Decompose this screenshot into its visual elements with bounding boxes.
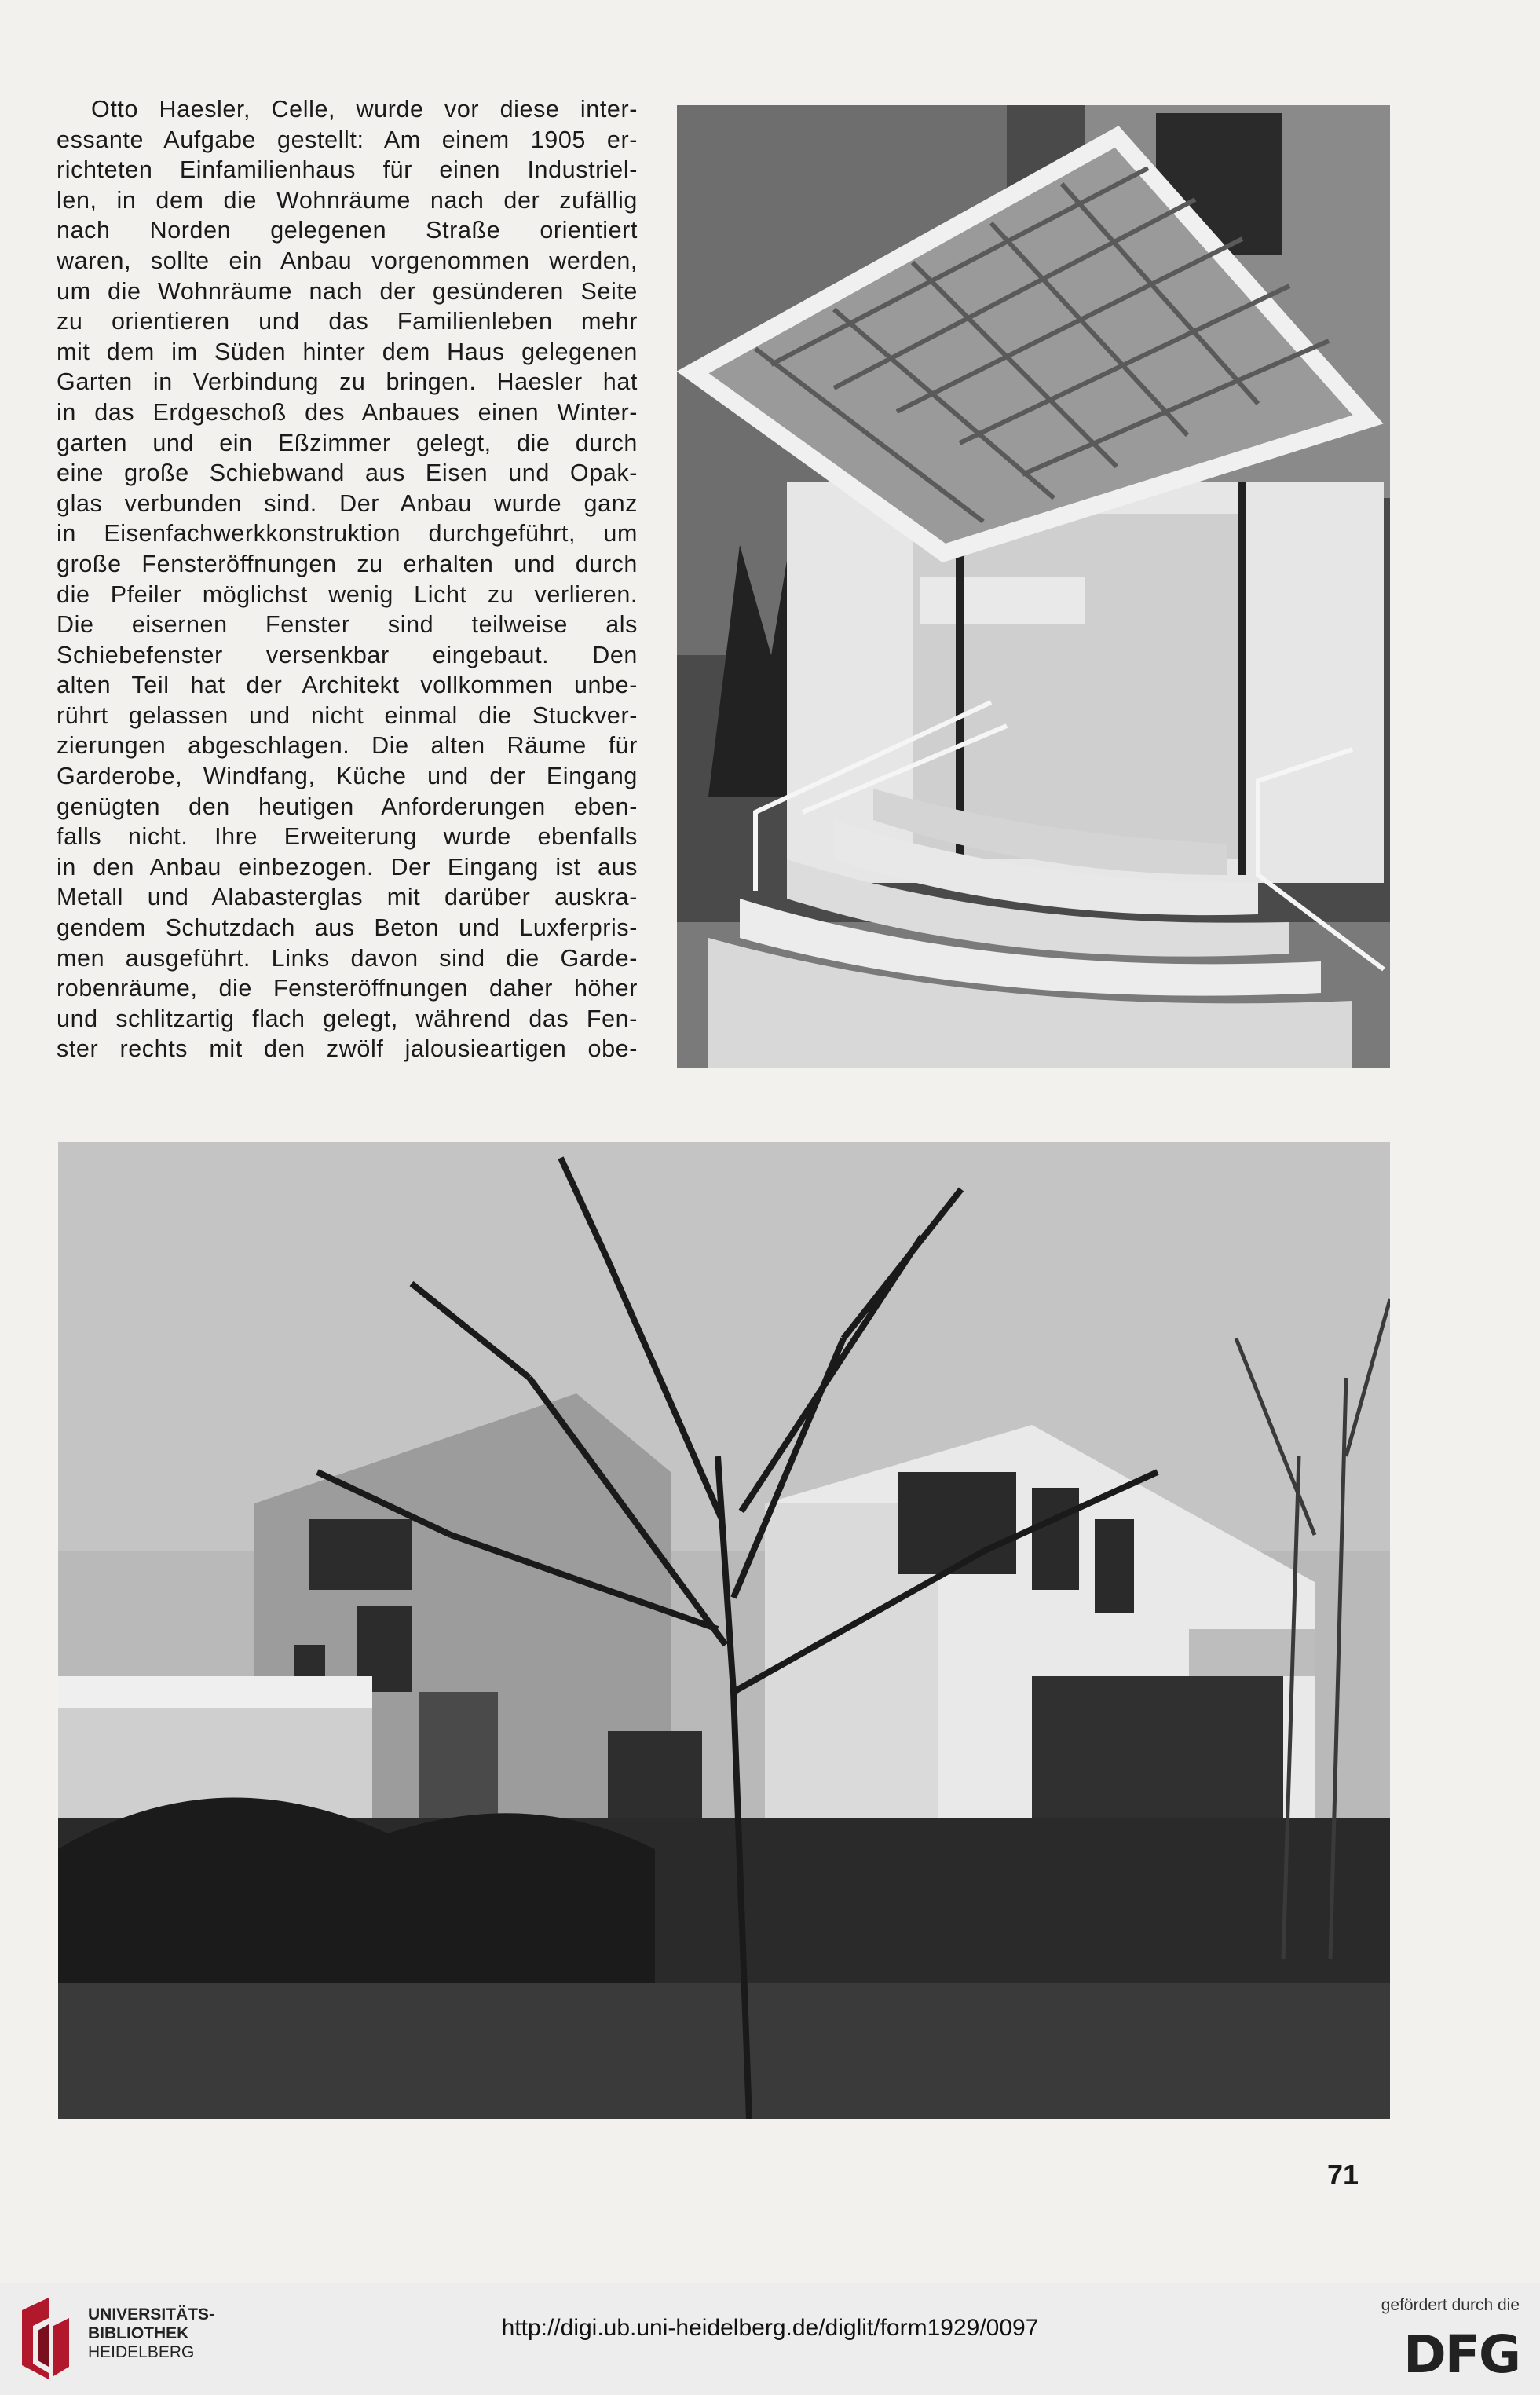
article-line: große Fensteröffnungen zu erhalten und durch — [57, 550, 638, 577]
article-line: essante Aufgabe gestellt: Am einem 1905 er- — [57, 126, 638, 153]
article-line: eine große Schiebwand aus Eisen und Opak- — [57, 460, 638, 487]
library-line: UNIVERSITÄTS- — [88, 2305, 215, 2324]
article-line: genügten den heutigen Anforderungen eben- — [57, 793, 638, 820]
article-line: Garderobe, Windfang, Küche und der Eingang — [57, 763, 638, 790]
article-line: und schlitzartig flach gelegt, während das Fen- — [57, 1005, 638, 1032]
article-line: um die Wohnräume nach der gesünderen Seite — [57, 277, 638, 305]
library-line: BIBLIOTHEK — [88, 2324, 189, 2342]
article-line: mit dem im Süden hinter dem Haus gelegenen — [57, 338, 638, 365]
article-line: in den Anbau einbezogen. Der Eingang ist aus — [57, 853, 638, 881]
permalink-url[interactable]: http://digi.ub.uni-heidelberg.de/diglit/form1929/0097 — [501, 2315, 1039, 2341]
article-line: in das Erdgeschoß des Anbaues einen Winter- — [57, 398, 638, 426]
article-line: alten Teil hat der Architekt vollkommen unbe- — [57, 672, 638, 699]
article-line: nach Norden gelegenen Straße orientiert — [57, 217, 638, 244]
article-line: ster rechts mit den zwölf jalousieartigen obe- — [57, 1035, 638, 1063]
article-line: rührt gelassen und nicht einmal die Stuckver- — [57, 701, 638, 729]
page-number: 71 — [1327, 2159, 1359, 2191]
article-line: Garten in Verbindung zu bringen. Haesler hat — [57, 368, 638, 396]
article-line: Otto Haesler, Celle, wurde vor diese inter- — [91, 96, 638, 123]
article-line: richteten Einfamilienhaus für einen Industriel- — [57, 156, 638, 184]
article-line: Metall und Alabasterglas mit darüber auskra- — [57, 884, 638, 911]
dfg-logo: DFG — [1403, 2324, 1520, 2385]
article-line: Schiebefenster versenkbar eingebaut. Den — [57, 641, 638, 668]
article-line: waren, sollte ein Anbau vorgenommen werden, — [57, 247, 638, 274]
article-line: falls nicht. Ihre Erweiterung wurde ebenfalls — [57, 823, 638, 851]
article-line: Die eisernen Fenster sind teilweise als — [57, 611, 638, 639]
article-text — [57, 94, 638, 1064]
entrance-photo-image — [677, 105, 1390, 1068]
article-line: gendem Schutzdach aus Beton und Luxferpris- — [57, 914, 638, 942]
article-line: robenräume, die Fensteröffnungen daher höher — [57, 975, 638, 1002]
entrance-photo — [677, 105, 1390, 1068]
article-line: garten und ein Eßzimmer gelegt, die durch — [57, 429, 638, 456]
article-line: zierungen abgeschlagen. Die alten Räume für — [57, 732, 638, 760]
viewer-footer — [0, 2283, 1540, 2395]
funding-caption: gefördert durch die — [1381, 2296, 1520, 2314]
library-line: HEIDELBERG — [88, 2343, 195, 2361]
article-line: die Pfeiler möglichst wenig Licht zu verlieren. — [57, 580, 638, 608]
article-line: glas verbunden sind. Der Anbau wurde ganz — [57, 489, 638, 517]
house-exterior-photo-image — [58, 1142, 1390, 2119]
house-exterior-photo — [58, 1142, 1390, 2119]
article-line: len, in dem die Wohnräume nach der zufällig — [57, 186, 638, 214]
article-line: zu orientieren und das Familienleben mehr — [57, 308, 638, 335]
article-line: in Eisenfachwerkkonstruktion durchgeführt, um — [57, 520, 638, 547]
article-line: men ausgeführt. Links davon sind die Garde- — [57, 944, 638, 972]
